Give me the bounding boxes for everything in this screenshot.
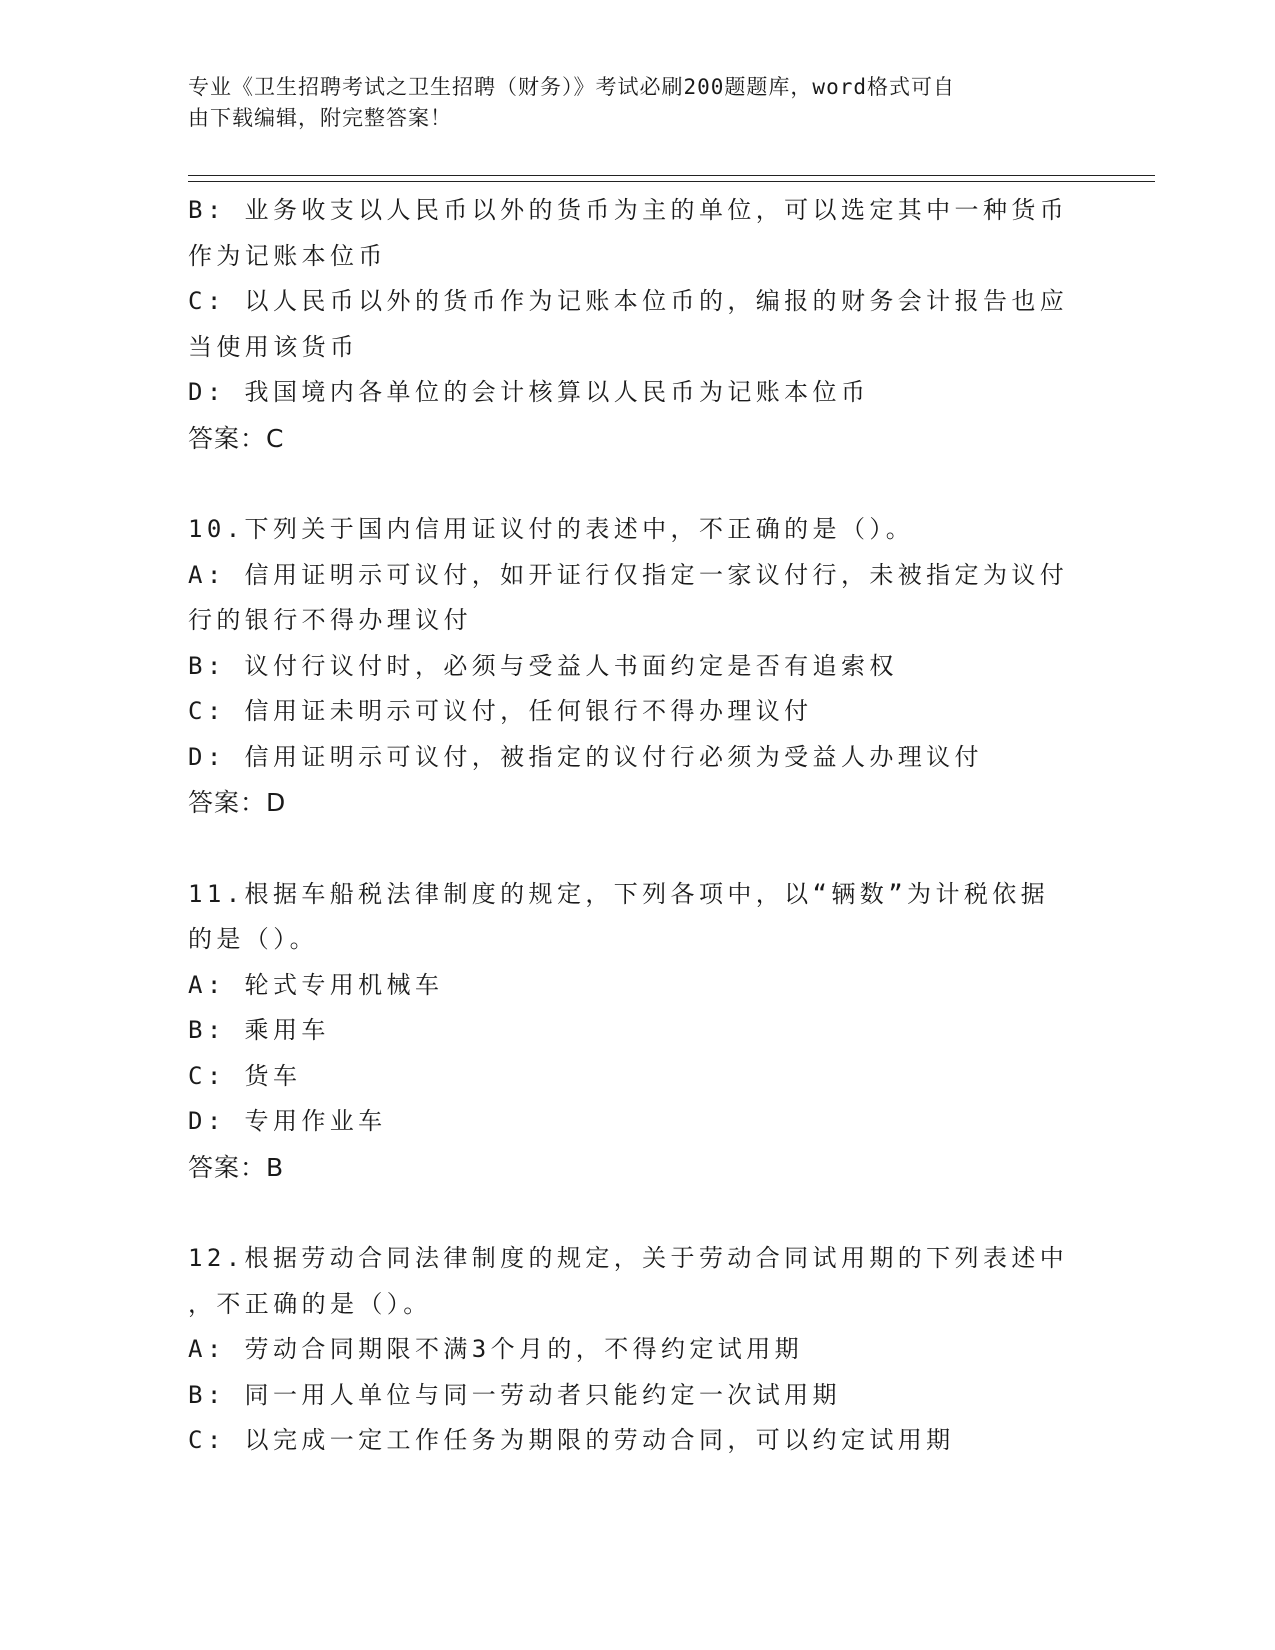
question-stem: 10.下列关于国内信用证议付的表述中，不正确的是（）。 xyxy=(188,515,915,543)
question-11 xyxy=(188,872,1088,1191)
question-9 xyxy=(188,188,1088,461)
document-header xyxy=(188,72,1068,134)
spacer xyxy=(188,1190,1088,1236)
option-b: B: 乘用车 xyxy=(188,1016,330,1044)
option-a: A: 信用证明示可议付，如开证行仅指定一家议付行，未被指定为议付 xyxy=(188,560,1069,589)
spacer xyxy=(188,461,1088,507)
spacer xyxy=(188,826,1088,872)
answer: 答案：D xyxy=(188,788,287,817)
answer: 答案：B xyxy=(188,1152,285,1182)
option-d: D: 信用证明示可议付，被指定的议付行必须为受益人办理议付 xyxy=(188,742,983,771)
answer: 答案：C xyxy=(188,423,285,453)
question-stem: 11.根据车船税法律制度的规定，下列各项中，以“辆数”为计税依据 xyxy=(188,879,1050,908)
option-a-continued: 行的银行不得办理议付 xyxy=(188,606,472,634)
option-c: C: 以完成一定工作任务为期限的劳动合同，可以约定试用期 xyxy=(188,1426,955,1454)
option-c: C: 以人民币以外的货币作为记账本位币的，编报的财务会计报告也应 xyxy=(188,287,1069,315)
option-c: C: 货车 xyxy=(188,1061,302,1090)
question-stem-continued: 的是（）。 xyxy=(188,925,318,953)
question-10 xyxy=(188,507,1088,826)
header-divider xyxy=(188,175,1155,176)
option-b: B: 业务收支以人民币以外的货币为主的单位，可以选定其中一种货币 xyxy=(188,196,1069,224)
option-b: B: 议付行议付时，必须与受益人书面约定是否有追索权 xyxy=(188,651,898,680)
header-divider xyxy=(188,181,1155,182)
question-stem-continued: ，不正确的是（）。 xyxy=(188,1289,432,1318)
question-12 xyxy=(188,1236,1088,1464)
option-b: B: 同一用人单位与同一劳动者只能约定一次试用期 xyxy=(188,1380,841,1409)
question-list xyxy=(188,188,1088,1464)
header-line: 专业《卫生招聘考试之卫生招聘（财务）》考试必刷200题题库，word格式可自 xyxy=(188,75,955,99)
option-b-continued: 作为记账本位币 xyxy=(188,241,387,270)
question-stem: 12.根据劳动合同法律制度的规定，关于劳动合同试用期的下列表述中 xyxy=(188,1244,1069,1272)
option-d: D: 专用作业车 xyxy=(188,1107,387,1135)
header-line: 由下载编辑，附完整答案！ xyxy=(188,106,452,130)
option-c: C: 信用证未明示可议付，任何银行不得办理议付 xyxy=(188,697,813,725)
option-a: A: 劳动合同期限不满3个月的，不得约定试用期 xyxy=(188,1335,803,1363)
option-c-continued: 当使用该货币 xyxy=(188,332,359,361)
option-a: A: 轮式专用机械车 xyxy=(188,970,444,999)
option-d: D: 我国境内各单位的会计核算以人民币为记账本位币 xyxy=(188,378,870,406)
